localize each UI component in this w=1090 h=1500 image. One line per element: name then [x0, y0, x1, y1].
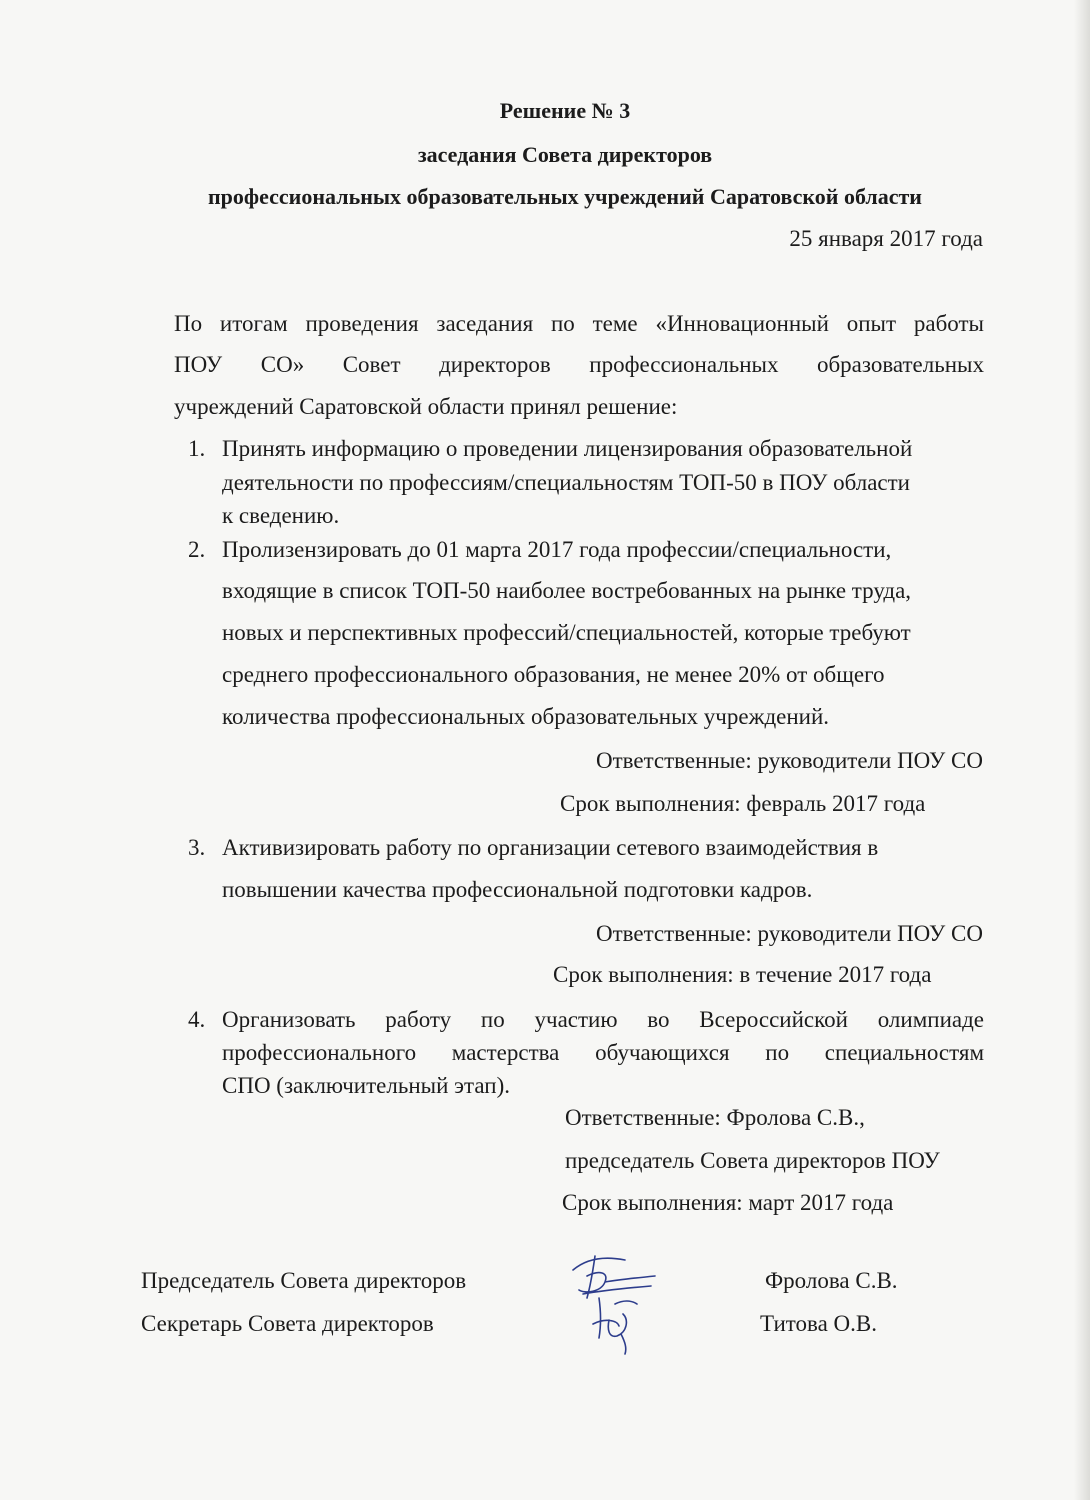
item-2-deadline: Срок выполнения: февраль 2017 года — [560, 791, 926, 816]
item-3-line-2: повышении качества профессиональной подготовки кадров. — [222, 877, 813, 902]
item-1-line-1: Принять информацию о проведении лицензирования образовательной — [222, 436, 913, 461]
item-4-responsible-2: председатель Совета директоров ПОУ — [565, 1148, 940, 1173]
item-2-line-3: новых и перспективных профессий/специальностей, которые требуют — [222, 620, 911, 645]
item-4-line-3: СПО (заключительный этап). — [222, 1073, 510, 1098]
document-subtitle-1: заседания Совета директоров — [417, 142, 713, 167]
item-4-line-2: профессионального мастерства обучающихся по специальностям — [222, 1040, 984, 1065]
document-date: 25 января 2017 года — [789, 226, 983, 251]
item-2-line-1: Пролизензировать до 01 марта 2017 года профессии/специальности, — [222, 537, 892, 562]
secretary-signature — [585, 1290, 655, 1360]
item-2-line-4: среднего профессионального образования, не менее 20% от общего — [222, 662, 885, 687]
item-2-line-2: входящие в список ТОП-50 наиболее востребованных на рынке труда, — [222, 578, 912, 603]
item-4-number: 4. — [188, 1007, 206, 1032]
item-4-line-1: Организовать работу по участию во Всероссийской олимпиаде — [222, 1007, 984, 1032]
document-subtitle-2: профессиональных образовательных учреждений Саратовской области — [207, 184, 922, 209]
intro-line-2: ПОУ СО» Совет директоров профессиональных образовательных — [174, 352, 984, 377]
chair-role: Председатель Совета директоров — [141, 1268, 467, 1293]
item-2-line-5: количества профессиональных образовательных учреждений. — [222, 704, 830, 729]
item-3-responsible: Ответственные: руководители ПОУ СО — [595, 921, 983, 946]
intro-line-1: По итогам проведения заседания по теме «Инновационный опыт работы — [174, 311, 984, 336]
item-1-line-2: деятельности по профессиям/специальностям ТОП-50 в ПОУ области — [222, 470, 910, 495]
item-1-line-3: к сведению. — [222, 503, 340, 528]
item-2-responsible: Ответственные: руководители ПОУ СО — [595, 748, 983, 773]
item-3-deadline: Срок выполнения: в течение 2017 года — [553, 962, 932, 987]
item-4-responsible: Ответственные: Фролова С.В., — [565, 1105, 865, 1130]
secretary-name: Титова О.В. — [760, 1311, 877, 1336]
chair-name: Фролова С.В. — [765, 1268, 898, 1293]
document-title: Решение № 3 — [499, 98, 631, 123]
intro-line-3: учреждений Саратовской области принял решение: — [174, 394, 678, 419]
item-1-number: 1. — [188, 436, 206, 461]
secretary-role: Секретарь Совета директоров — [141, 1311, 434, 1336]
item-3-line-1: Активизировать работу по организации сетевого взаимодействия в — [222, 835, 879, 860]
page-edge-shadow — [1074, 0, 1090, 1500]
item-3-number: 3. — [188, 835, 206, 860]
item-4-deadline: Срок выполнения: март 2017 года — [562, 1190, 894, 1215]
item-2-number: 2. — [188, 537, 206, 562]
